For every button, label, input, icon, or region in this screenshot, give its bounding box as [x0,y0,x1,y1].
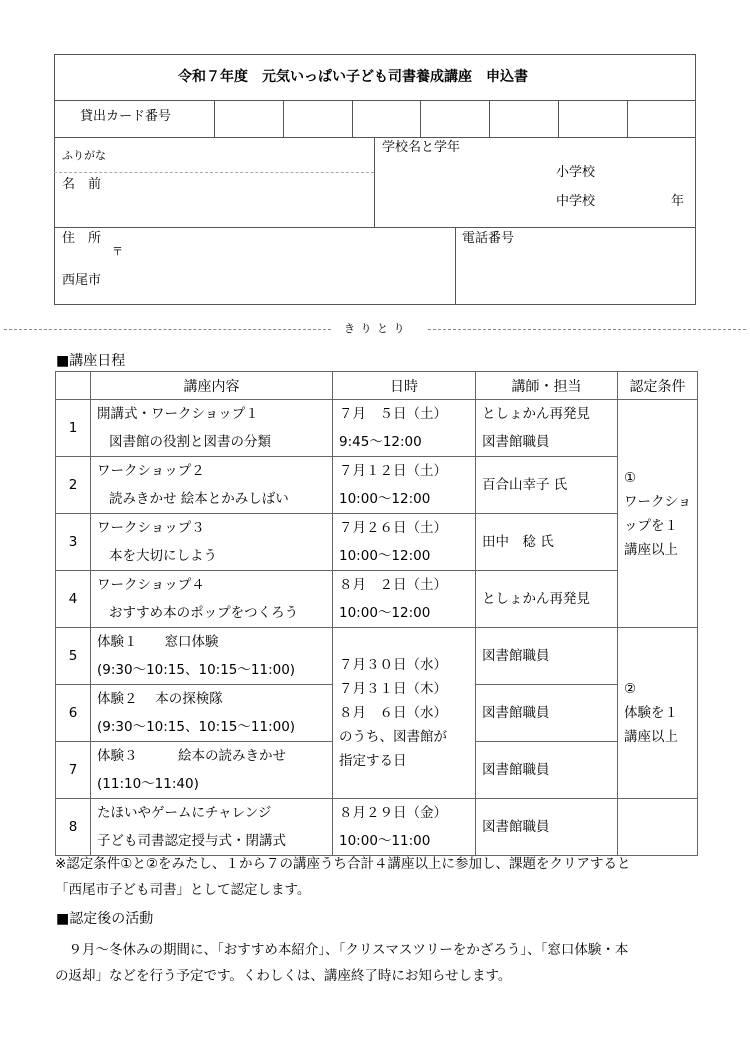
header-date: 日時 [333,372,476,400]
certification-note [55,851,745,903]
course-content: 体験１ 窓口体験 (9:30～10:15、10:15～11:00) [91,628,333,685]
course-content: ワークショップ２ 読みきかせ 絵本とかみしばい [91,457,333,514]
course-instructor: 図書館職員 [476,742,618,799]
furigana-label: ふりがな [62,149,106,162]
course-date: ７月２６日（土） 10:00～12:00 [333,514,476,571]
grade-suffix: 年 [671,194,685,209]
phone-label: 電話番号 [462,231,515,246]
postal-mark: 〒 [112,245,123,258]
cut-line-right [428,329,746,330]
after-line-2: の返却」などを行う予定です。くわしくは、講座終了時にお知らせします。 [55,968,512,984]
course-instructor: 田中 稔 氏 [476,514,618,571]
header-content: 講座内容 [91,372,333,400]
row-number: 5 [56,628,91,685]
card-number-field[interactable] [215,101,695,136]
course-date: ８月２９日（金） 10:00～11:00 [333,799,476,856]
form-title: 令和７年度 元気いっぱい子ども司書養成講座 申込書 [178,69,528,85]
certification-line-2: 「西尾市子ども司書」として認定します。 [55,882,311,898]
schedule-table [55,371,698,856]
cut-line-label: き り と り [344,322,406,335]
header-condition: 認定条件 [618,372,698,400]
table-row [56,514,698,571]
course-instructor: 図書館職員 [476,628,618,685]
row-number: 6 [56,685,91,742]
junior-high-school: 中学校 [556,194,596,209]
course-content: たほいやゲームにチャレンジ 子ども司書認定授与式・閉講式 [91,799,333,856]
after-activities [55,937,745,989]
course-content: 開講式・ワークショップ１ 図書館の役割と図書の分類 [91,400,333,457]
course-date: ７月 ５日（土） 9:45～12:00 [333,400,476,457]
certification-line-1: ※認定条件①と②をみたし、１から７の講座うち合計４講座以上に参加し、課題をクリアすると [55,856,631,872]
condition-experience: ② 体験を１ 講座以上 [618,628,698,799]
course-instructor: 百合山幸子 氏 [476,457,618,514]
course-content: 体験２ 本の探検隊 (9:30～10:15、10:15～11:00) [91,685,333,742]
divider [374,137,375,227]
course-content: 体験３ 絵本の読みきかせ (11:10～11:40) [91,742,333,799]
address-field[interactable] [55,228,454,304]
header-instructor: 講師・担当 [476,372,618,400]
course-instructor: 図書館職員 [476,799,618,856]
course-instructor: としょかん再発見 [476,571,618,628]
row-number: 8 [56,799,91,856]
address-label: 住 所 [62,231,102,246]
course-instructor: 図書館職員 [476,685,618,742]
course-content: ワークショップ４ おすすめ本のポップをつくろう [91,571,333,628]
course-date: ８月 ２日（土） 10:00～12:00 [333,571,476,628]
course-date: ７月１２日（土） 10:00～12:00 [333,457,476,514]
name-field[interactable] [55,173,373,225]
cut-line-left [4,329,331,330]
city-name: 西尾市 [62,273,102,288]
table-row [56,799,698,856]
table-row [56,457,698,514]
after-heading: ■認定後の活動 [56,911,154,927]
table-row [56,571,698,628]
after-line-1: ９月～冬休みの期間に、「おすすめ本紹介」、「クリスマスツリーをかざろう」、「窓口体験・本 [55,942,629,958]
course-instructor: としょかん再発見 図書館職員 [476,400,618,457]
name-label: 名 前 [62,177,102,192]
school-label: 学校名と学年 [382,140,461,155]
row-number: 3 [56,514,91,571]
header-number [56,372,91,400]
table-header-row [56,372,698,400]
row-number: 1 [56,400,91,457]
condition-workshop: ① ワークショ ップを１ 講座以上 [618,400,698,628]
course-content: ワークショップ３ 本を大切にしよう [91,514,333,571]
elementary-school: 小学校 [556,165,596,180]
table-row [56,400,698,457]
row-number: 2 [56,457,91,514]
row-number: 4 [56,571,91,628]
table-row [56,628,698,685]
card-number-label: 貸出カード番号 [80,109,172,124]
schedule-heading: ■講座日程 [56,353,126,369]
condition-empty [618,799,698,856]
divider [54,137,696,138]
row-number: 7 [56,742,91,799]
phone-field[interactable] [456,228,695,304]
experience-dates: ７月３０日（水） ７月３１日（木） ８月 ６日（水） のうち、図書館が 指定する日 [333,628,476,799]
